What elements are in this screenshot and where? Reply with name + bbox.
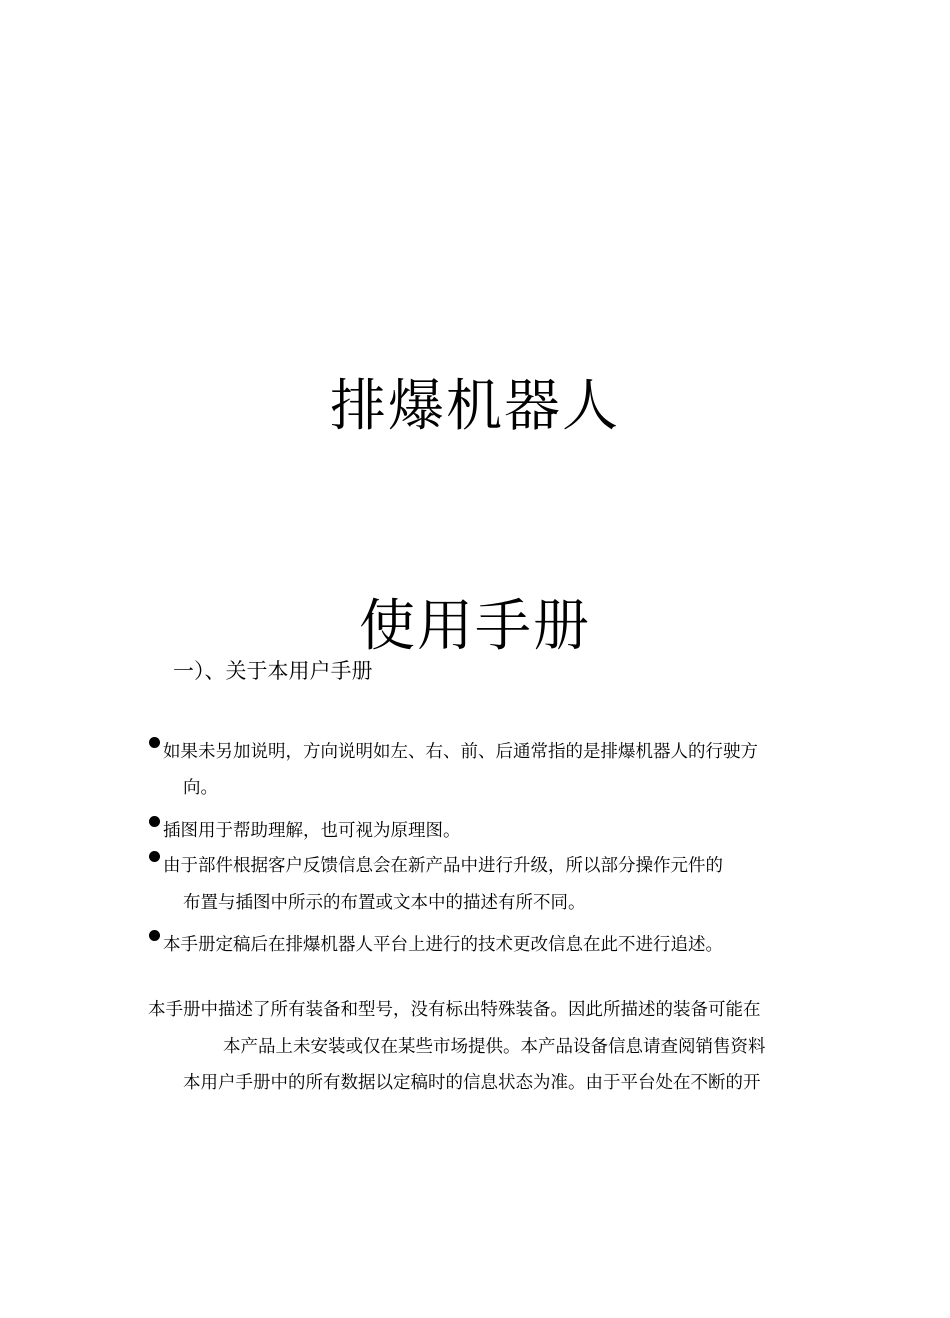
- bullet-4-line-1: 本手册定稿后在排爆机器人平台上进行的技术更改信息在此不进行追述。: [163, 935, 723, 955]
- bullet-icon: [149, 816, 160, 827]
- bullet-3-line-2: 布置与插图中所示的布置或文本中的描述有所不同。: [183, 893, 586, 913]
- document-subtitle: 使用手册: [359, 594, 591, 659]
- bullet-3-line-1: 由于部件根据客户反馈信息会在新产品中进行升级，所以部分操作元件的: [163, 856, 723, 876]
- bullet-icon: [149, 930, 160, 941]
- bullet-1-line-2: 向。: [183, 778, 218, 798]
- bullet-1-line-1: 如果未另加说明，方向说明如左、右、前、后通常指的是排爆机器人的行驶方: [163, 742, 758, 762]
- document-title: 排爆机器人: [330, 374, 620, 439]
- section-heading: 一）、关于本用户手册: [173, 659, 373, 683]
- bullet-2-line-1: 插图用于帮助理解，也可视为原理图。: [163, 821, 461, 841]
- bullet-icon: [149, 737, 160, 748]
- paragraph-line-2: 本产品上未安装或仅在某些市场提供。本产品设备信息请查阅销售资料: [223, 1037, 766, 1057]
- paragraph-line-1: 本手册中描述了所有装备和型号，没有标出特殊装备。因此所描述的装备可能在: [148, 1000, 761, 1020]
- bullet-icon: [149, 851, 160, 862]
- paragraph-line-3: 本用户手册中的所有数据以定稿时的信息状态为准。由于平台处在不断的开: [183, 1073, 761, 1093]
